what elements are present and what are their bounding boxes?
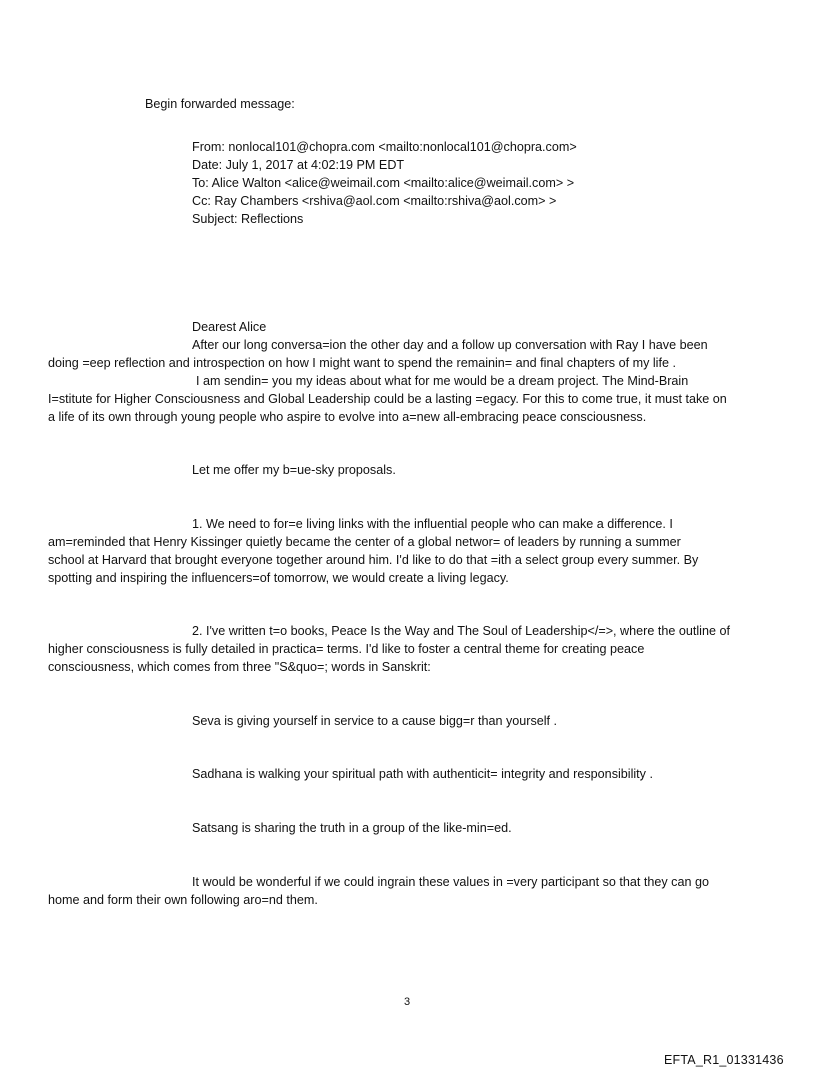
header-from: From: nonlocal101@chopra.com <mailto:nonlocal101@chopra.com> <box>192 140 577 154</box>
header-cc: Cc: Ray Chambers <rshiva@aol.com <mailto:rshiva@aol.com> > <box>192 194 557 208</box>
salutation: Dearest Alice <box>192 320 267 334</box>
paragraph-line: doing =eep reflection and introspection on how I might want to spend the remainin= and final chapters of my life . <box>48 356 676 370</box>
satsang-line: Satsang is sharing the truth in a group of the like-min=ed. <box>192 821 512 835</box>
paragraph-line: Let me offer my b=ue-sky proposals. <box>192 463 396 477</box>
paragraph-line: school at Harvard that brought everyone together around him. I'd like to do that =ith a select group every summer. By <box>48 553 699 567</box>
paragraph-line: I=stitute for Higher Consciousness and Global Leadership could be a lasting =egacy. For this to come true, it must take on <box>48 392 727 406</box>
paragraph-line: am=reminded that Henry Kissinger quietly became the center of a global networ= of leaders by running a summer <box>48 535 681 549</box>
sadhana-line: Sadhana is walking your spiritual path with authenticit= integrity and responsibility . <box>192 767 653 781</box>
paragraph-line: spotting and inspiring the influencers=of tomorrow, we would create a living legacy. <box>48 571 509 585</box>
page-number: 3 <box>404 996 411 1008</box>
forward-intro: Begin forwarded message: <box>145 97 295 111</box>
paragraph-line: consciousness, which comes from three "S&quo=; words in Sanskrit: <box>48 660 431 674</box>
document-id: EFTA_R1_01331436 <box>664 1053 784 1067</box>
header-subject: Subject: Reflections <box>192 212 304 226</box>
header-to: To: Alice Walton <alice@weimail.com <mailto:alice@weimail.com> > <box>192 176 575 190</box>
paragraph-line: It would be wonderful if we could ingrain these values in =very participant so that they can go <box>192 875 709 889</box>
paragraph-line: a life of its own through young people who aspire to evolve into a=new all-embracing peace consciousness. <box>48 410 647 424</box>
paragraph-line: I am sendin= you my ideas about what for me would be a dream project. The Mind-Brain <box>196 374 689 388</box>
paragraph-line: 1. We need to for=e living links with the influential people who can make a difference. I <box>192 517 673 531</box>
header-date: Date: July 1, 2017 at 4:02:19 PM EDT <box>192 158 405 172</box>
paragraph-line: After our long conversa=ion the other day and a follow up conversation with Ray I have been <box>192 338 708 352</box>
seva-line: Seva is giving yourself in service to a cause bigg=r than yourself . <box>192 714 558 728</box>
paragraph-line: 2. I've written t=o books, Peace Is the Way and The Soul of Leadership</=>, where the outline of <box>192 624 730 638</box>
paragraph-line: home and form their own following aro=nd them. <box>48 893 318 907</box>
paragraph-line: higher consciousness is fully detailed in practica= terms. I'd like to foster a central theme for creating peace <box>48 642 645 656</box>
